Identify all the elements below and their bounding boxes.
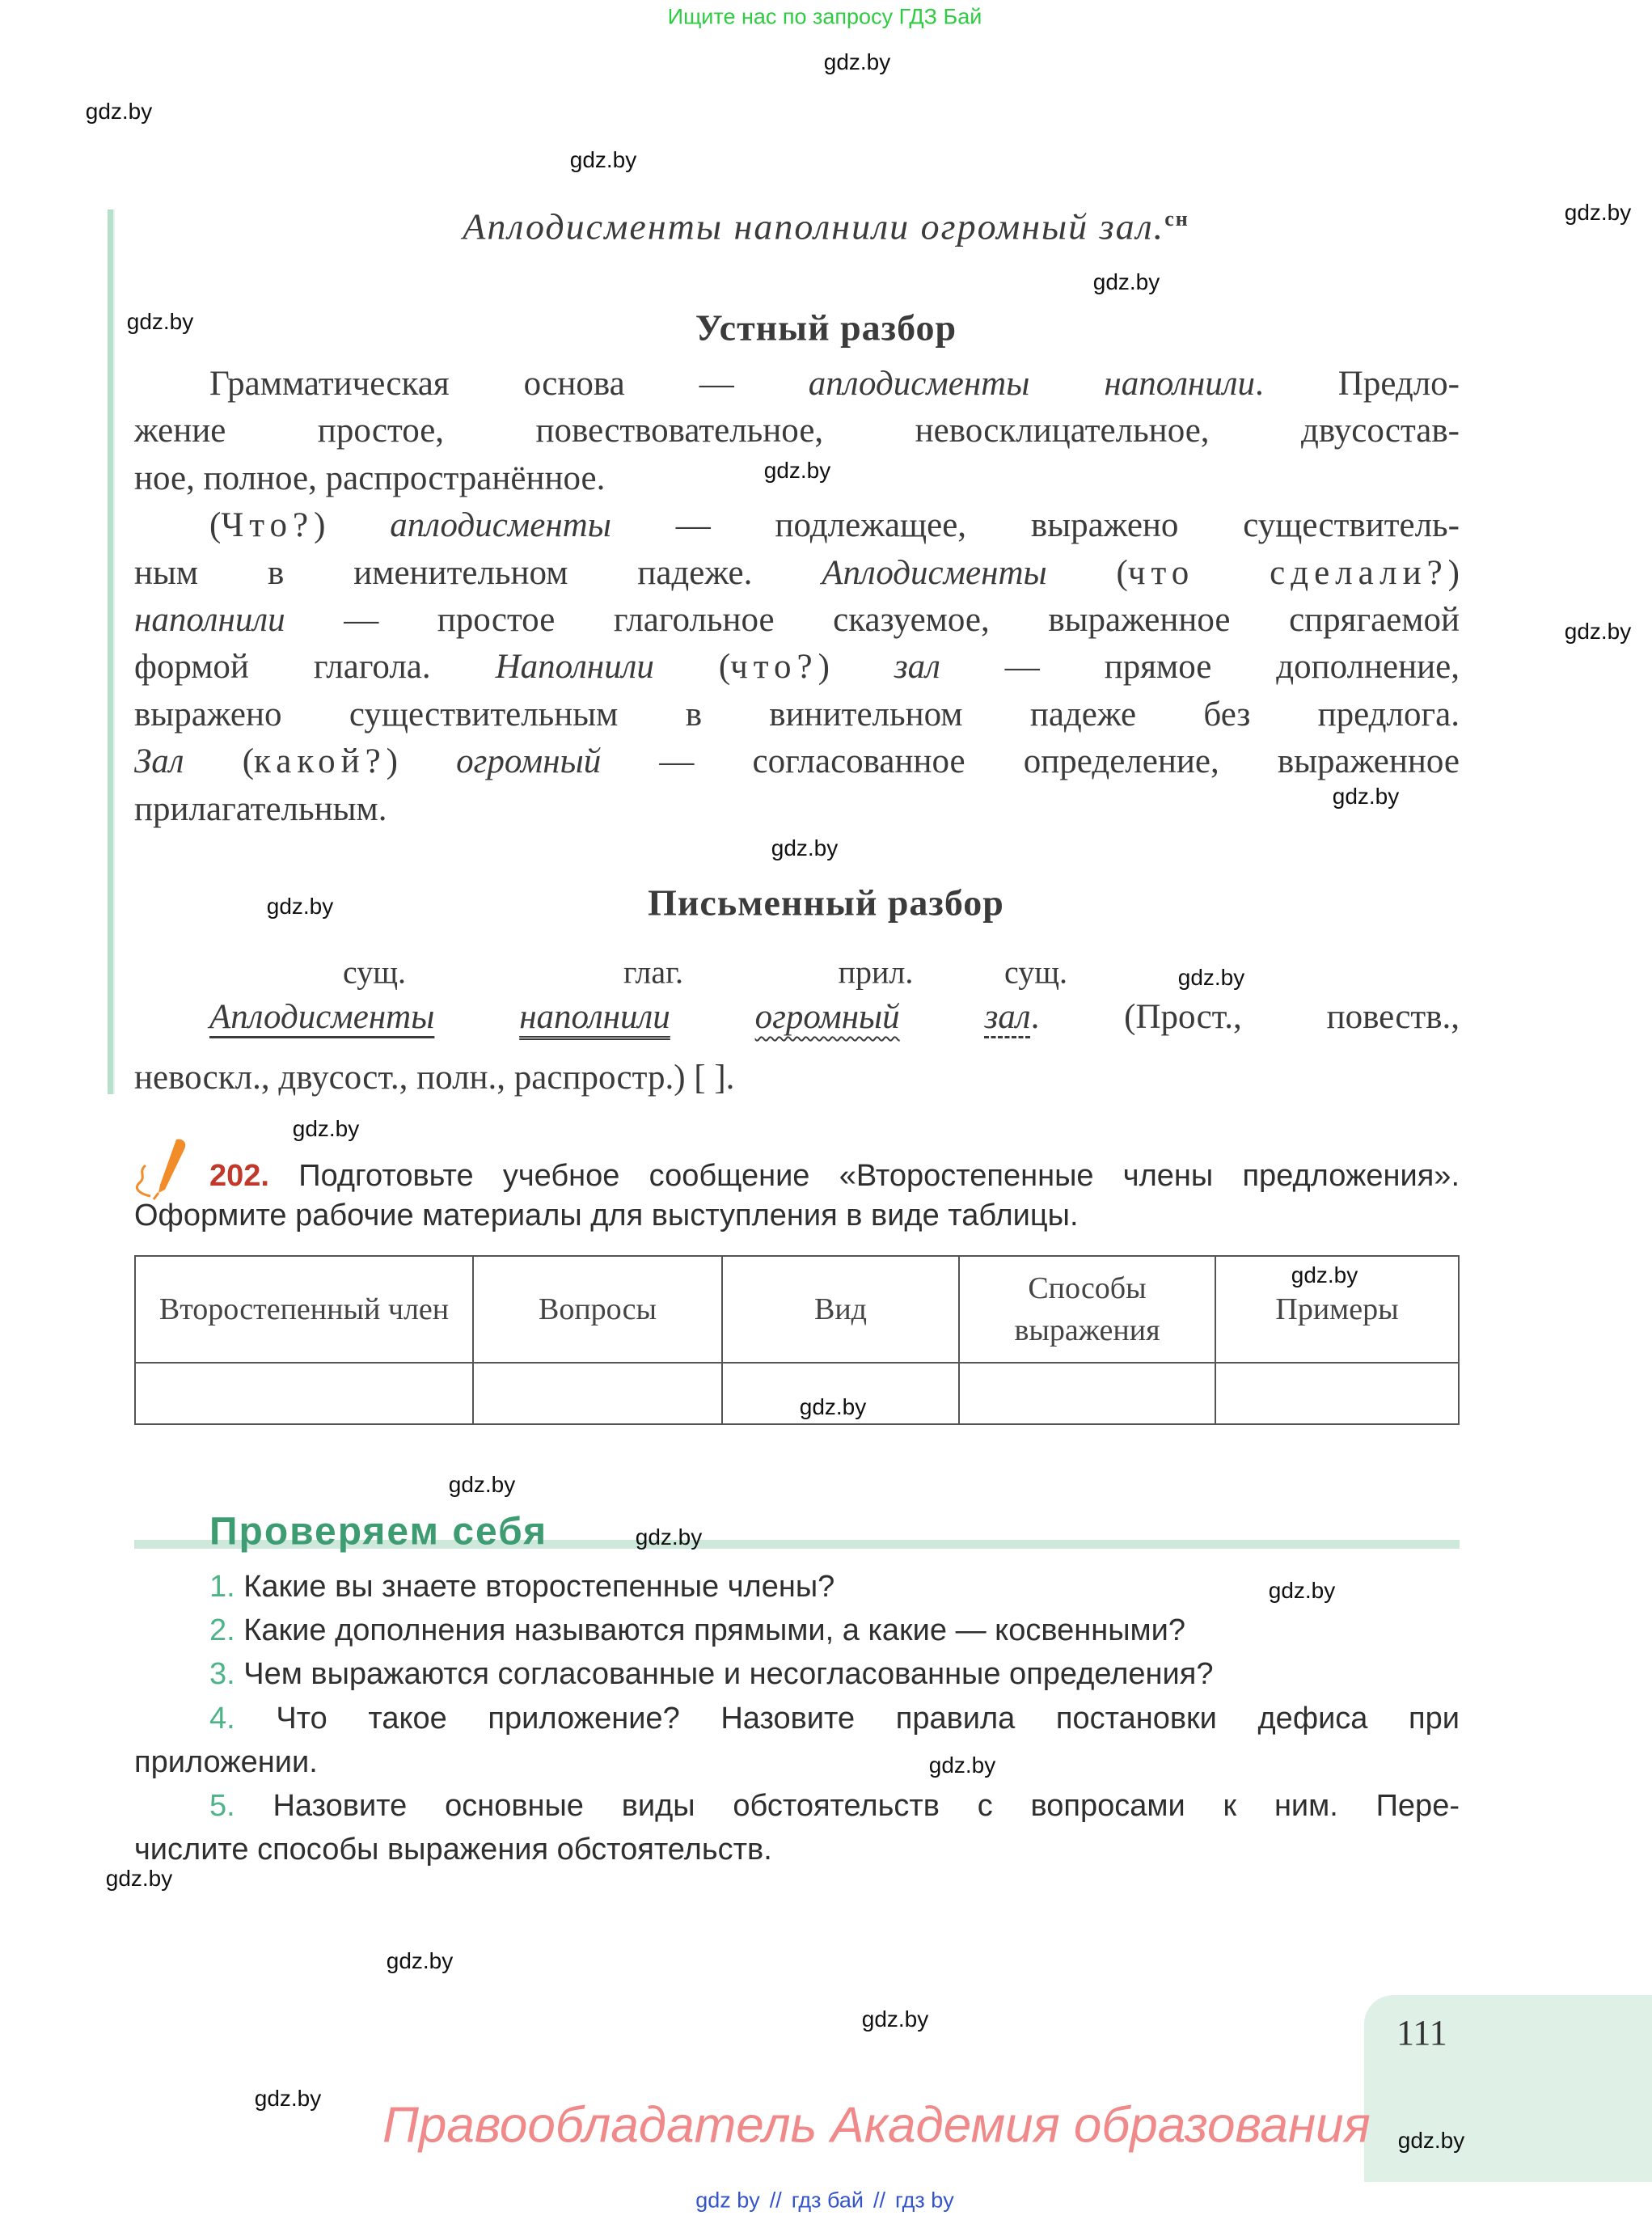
watermark: gdz.by [105,1866,173,1891]
table-header: Вид [722,1256,959,1363]
question-item [209,1697,1460,1740]
pos-label: сущ. [1003,953,1068,991]
text-segment: формой глагола. [134,648,496,687]
question-number: 2. [209,1613,235,1648]
table-cell [959,1363,1215,1424]
question-number: 3. [209,1657,235,1692]
text-segment: огромный [456,742,602,781]
oral-line [134,644,1460,691]
oral-line [134,786,1460,833]
oral-line [134,597,1460,644]
parsed-sentence [209,994,1460,1041]
parsed-sentence-characteristics: невоскл., двусост., полн., распростр.) [ ]. [134,1059,735,1097]
watermark: gdz.by [448,1472,516,1497]
text-segment: выражено существительным в винительном падеже без предлога. [134,695,1460,734]
footer-link[interactable]: gdz by [695,2188,760,2213]
text-segment: жение простое, повествовательное, невосклицательное, двусостав- [134,412,1460,450]
text-segment: ( [1046,553,1128,592]
example-sentence-text: Аплодисменты наполнили огромный зал. [463,205,1165,247]
task-line-1 [209,1154,1460,1198]
characteristic: повеств., [1326,998,1460,1036]
table-cell [473,1363,722,1424]
table-header: Вопросы [473,1256,722,1363]
oral-line [134,738,1460,785]
text-segment: ) [314,506,391,545]
question-text: Назовите основные виды обстоятельств с вопросами к ним. Пере- [273,1789,1460,1823]
watermark: gdz.by [126,309,194,334]
question-item [209,1652,1460,1696]
task-number: 202. [209,1159,269,1193]
watermark: gdz.by [1564,619,1632,644]
question-text: Какие дополнения называются прямыми, а какие — косвенными? [243,1613,1185,1648]
watermark: gdz.by [823,49,891,74]
example-sentence [0,205,1652,248]
watermark: gdz.by [1291,1262,1358,1287]
oral-line [209,361,1460,408]
watermark: gdz.by [266,894,334,919]
task-text: Подготовьте учебное сообщение «Второстепенные члены предложения». [298,1159,1460,1193]
text-segment: — прямое дополнение, [940,648,1460,687]
question-number: 1. [209,1570,235,1604]
watermark: gdz.by [861,2006,929,2032]
watermark: gdz.by [1332,784,1400,809]
table-cell [135,1363,473,1424]
text-segment: что? [730,648,818,687]
question-text: Чем выражаются согласованные и несогласованные определения? [243,1657,1214,1692]
text-segment: Что? [221,506,315,545]
separator: // [769,2188,782,2213]
question-continuation: приложении. [134,1744,318,1779]
pos-label: прил. [838,953,914,991]
text-segment: прилагательным. [134,789,387,828]
watermark: gdz.by [799,1394,867,1419]
text-segment: . Предло- [1254,365,1460,403]
attribute-word: огромный [754,998,900,1036]
oral-analysis-heading: Устный разбор [695,307,957,349]
watermark: gdz.by [254,2086,322,2111]
sentence-type-mark: сн [1164,207,1189,231]
question-continuation: числите способы выражения обстоятельств. [134,1833,772,1867]
table-header: Способы выражения [959,1256,1215,1363]
text-segment: аплодисменты наполнили [808,365,1255,403]
separator: // [872,2188,886,2213]
text-segment: ( [209,506,222,545]
watermark: gdz.by [635,1524,703,1550]
question-item [209,1609,1460,1652]
question-number: 4. [209,1701,235,1736]
text-segment: — простое глагольное сказуемое, выраженное спрягаемой [285,601,1460,639]
text-segment: что сделали? [1127,553,1448,592]
pen-icon [129,1136,194,1203]
check-section-title: Проверяем себя [209,1510,548,1554]
task-line-2: Оформите рабочие материалы для выступления в виде таблицы. [134,1199,1079,1233]
oral-line [209,502,1460,549]
text-segment: ным в именительном падеже. [134,553,822,592]
watermark: gdz.by [763,458,831,483]
watermark: gdz.by [386,1948,454,1973]
page-number: 111 [1396,2013,1447,2053]
pos-label: сущ. [342,953,407,991]
oral-line [134,691,1460,738]
table-cell [1215,1363,1459,1424]
subject-word: Аплодисменты [209,998,435,1036]
pos-label: глаг. [623,953,683,991]
watermark: gdz.by [85,99,153,124]
question-number: 5. [209,1789,235,1823]
text-segment: Наполнили [495,648,654,687]
text-segment: ) [1447,553,1460,592]
watermark: gdz.by [1564,200,1632,225]
text-segment: какой? [254,742,387,781]
watermark: gdz.by [771,835,839,860]
text-segment: ) [386,742,457,781]
written-analysis-heading: Письменный разбор [648,882,1004,924]
oral-line [134,550,1460,597]
text-segment: — подлежащее, выражено существитель- [611,506,1460,545]
characteristic: (Прост., [1124,998,1242,1036]
watermark: gdz.by [1397,2128,1465,2153]
text-segment: наполнили [134,601,285,639]
text-segment: Грамматическая основа — [209,365,809,403]
text-segment: аплодисменты [390,506,611,545]
text-segment: ) [818,648,894,687]
predicate-word: наполнили [519,998,670,1036]
task-table [134,1255,1460,1425]
text-segment: зал [894,648,940,687]
text-segment: ное, полное, распространённое. [134,459,606,497]
text-segment: Аплодисменты [822,553,1047,592]
question-item [209,1784,1460,1828]
question-text: Какие вы знаете второстепенные члены? [243,1570,835,1604]
oral-line [134,408,1460,455]
question-text: Что такое приложение? Назовите правила постановки дефиса при [276,1701,1460,1736]
watermark: gdz.by [1268,1578,1336,1603]
text-segment: ( [653,648,731,687]
search-hint: Ищите нас по запросу ГДЗ Бай [667,4,982,29]
object-word: зал [984,998,1031,1036]
watermark: gdz.by [292,1116,360,1141]
copyright-owner: Правообладатель Академия образования [382,2097,1371,2154]
period: . [1030,998,1040,1036]
watermark: gdz.by [1092,269,1160,294]
text-segment: Зал [134,742,184,781]
text-segment: ( [184,742,255,781]
text-segment: — согласованное определение, выраженное [601,742,1460,781]
watermark: gdz.by [1177,965,1245,990]
table-header: Примеры [1215,1256,1459,1363]
watermark: gdz.by [569,147,637,172]
table-header: Второстепенный член [135,1256,473,1363]
footer-link[interactable]: гдз by [895,2188,954,2213]
watermark: gdz.by [928,1753,996,1778]
footer-link[interactable]: гдз бай [791,2188,864,2213]
footer-links [691,2188,959,2213]
